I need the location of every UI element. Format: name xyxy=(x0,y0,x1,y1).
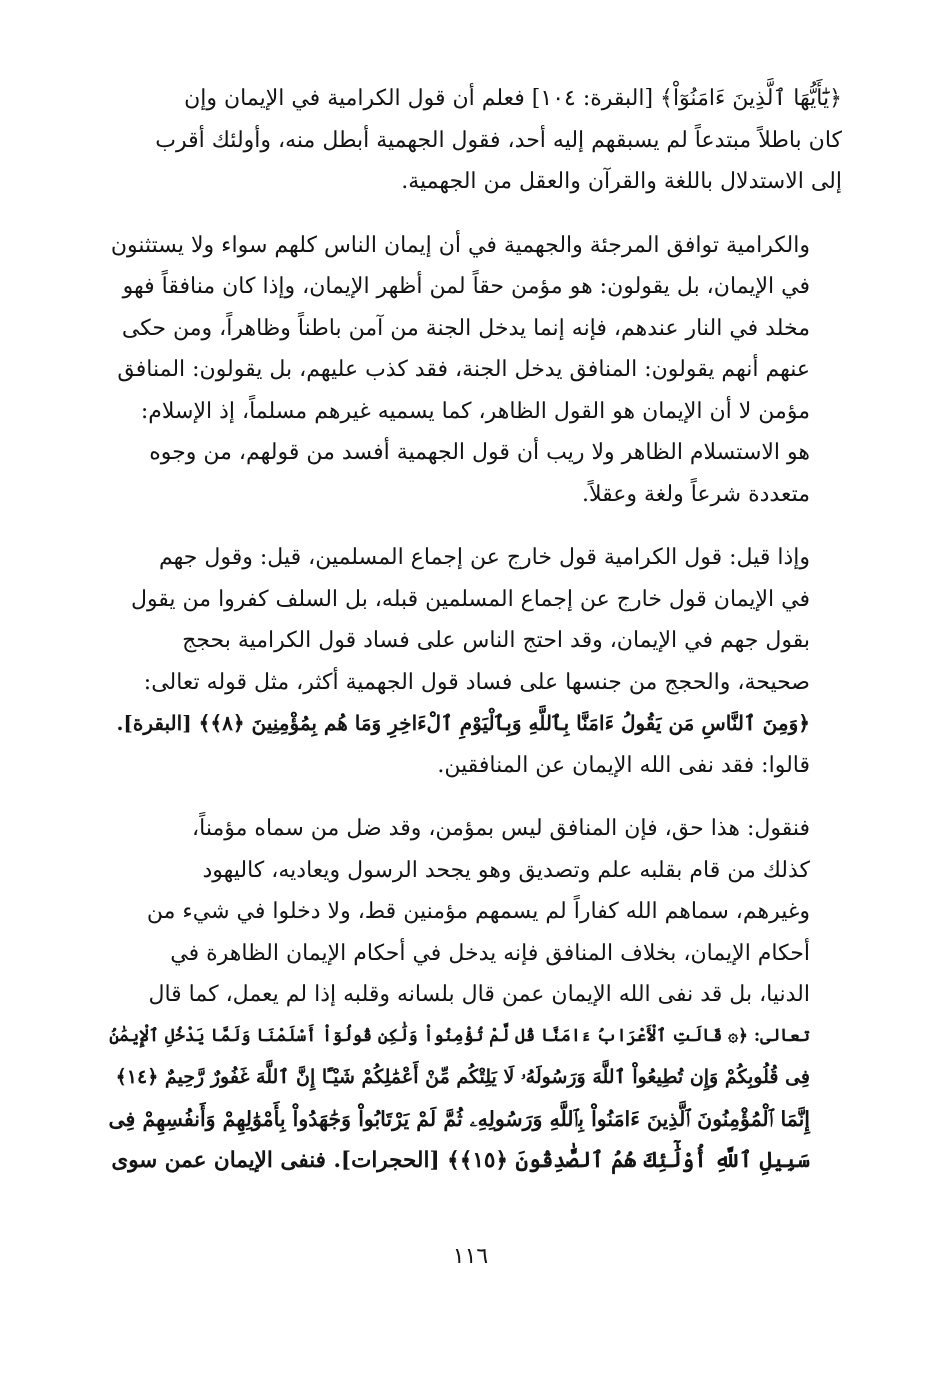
text-line: كذلك من قام بقلبه علم وتصديق وهو يجحد الرسول ويعاديه، كاليهود xyxy=(202,857,810,883)
paragraph-4 xyxy=(100,808,842,1182)
text-line: عنهم أنهم يقولون: المنافق يدخل الجنة، فقد كذب عليهم، بل يقولون: المنافق xyxy=(117,357,810,382)
text-line: بقول جهم في الإيمان، وقد احتج الناس على فساد قول الكرامية بحجج xyxy=(182,628,810,653)
text-line: الدنيا، بل قد نفى الله الإيمان عمن قال بلسانه وقلبه إذا لم يعمل، كما قال xyxy=(148,982,810,1007)
text-line: صحيحة، والحجج من جنسها على فساد قول الجهمية أكثر، مثل قوله تعالى: xyxy=(143,669,810,695)
quran-verse-line: فِى قُلُوبِكُمْ وَإِن تُطِيعُواْ ٱللَّهَ وَرَسُولَهُۥ لَا يَلِتْكُم مِّنْ أَعْمَٰلِكُمْ شَيْـًٔا إِنَّ ٱللَّهَ غَفُورٌ رَّحِيمٌ ﴿١٤﴾ xyxy=(115,1066,810,1088)
text-line: وغيرهم، سماهم الله كفاراً لم يسمهم مؤمنين قط، ولا دخلوا في شيء من xyxy=(146,899,810,924)
text-line: مخلد في النار عندهم، فإنه إنما يدخل الجنة من آمن باطناً وظاهراً، ومن حكى xyxy=(121,315,810,341)
quran-verse-line: إِنَّمَا ٱلْمُؤْمِنُونَ ٱلَّذِينَ ءَامَنُواْ بِٱللَّهِ وَرَسُولِهِۦ ثُمَّ لَمْ يَرْتَابُواْ وَجَٰهَدُواْ بِأَمْوَٰلِهِمْ وَأَنفُسِهِمْ فِى xyxy=(108,1106,810,1131)
text-line: في الإيمان قول خارج عن إجماع المسلمين قبله، بل السلف كفروا من يقول xyxy=(130,586,810,612)
text-line: في الإيمان، بل يقولون: هو مؤمن حقاً لمن أظهر الإيمان، وإذا كان منافقاً فهو xyxy=(122,274,810,299)
quran-verse-line: تعالى: ﴿۞ قَالَتِ ٱلْأَعْرَابُ ءَامَنَّا قُل لَّمْ تُؤْمِنُواْ وَلَٰكِن قُولُوٓاْ أَسْلَمْنَا وَلَمَّا يَدْخُلِ ٱلْإِيمَٰنُ xyxy=(109,1025,810,1046)
text-line: وإذا قيل: قول الكرامية قول خارج عن إجماع المسلمين، قيل: وقول جهم xyxy=(159,545,810,570)
text-line: قالوا: فقد نفى الله الإيمان عن المنافقين. xyxy=(437,752,810,778)
text-line: متعددة شرعاً ولغة وعقلاً. xyxy=(581,481,810,507)
paragraph-2 xyxy=(100,225,842,516)
text-line: مؤمن لا أن الإيمان هو القول الظاهر، كما يسميه غيرهم مسلماً، إذ الإسلام: xyxy=(140,398,810,424)
quran-verse-line: ﴿وَمِنَ ٱلنَّاسِ مَن يَقُولُ ءَامَنَّا بِٱللَّهِ وَبِٱلْيَوْمِ ٱلْءَاخِرِ وَمَا هُم بِمُؤْمِنِينَ ﴿٨﴾﴾ [البقرة]. xyxy=(116,711,810,735)
text-line: إلى الاستدلال باللغة والقرآن والعقل من الجهمية. xyxy=(401,169,842,194)
quran-verse-line: سَبِيلِ ٱللَّهِ أُوْلَٰٓئِكَ هُمُ ٱلصَّٰدِقُونَ ﴿١٥﴾﴾ [الحجرات]. فنفى الإيمان عمن سوى xyxy=(111,1148,810,1173)
text-line: والكرامية توافق المرجئة والجهمية في أن إيمان الناس كلهم سواء ولا يستثنون xyxy=(110,232,810,258)
paragraph-3 xyxy=(100,537,842,786)
text-line: كان باطلاً مبتدعاً لم يسبقهم إليه أحد، فقول الجهمية أبطل منه، وأولئك أقرب xyxy=(155,127,842,153)
text-line: فنقول: هذا حق، فإن المنافق ليس بمؤمن، وقد ضل من سماه مؤمناً، xyxy=(192,816,810,841)
page-body xyxy=(100,78,842,1182)
paragraph-1 xyxy=(100,78,842,203)
text-line: هو الاستسلام الظاهر ولا ريب أن قول الجهمية أفسد من قولهم، من وجوه xyxy=(149,440,810,465)
page-number: ١١٦ xyxy=(452,1244,489,1269)
text-line: ﴿يَٰٓأَيُّهَا ٱلَّذِينَ ءَامَنُوٓاْ﴾ [البقرة: ١٠٤] فعلم أن قول الكرامية في الإيمان وإن xyxy=(184,86,842,111)
text-line: أحكام الإيمان، بخلاف المنافق فإنه يدخل في أحكام الإيمان الظاهرة في xyxy=(170,940,810,966)
